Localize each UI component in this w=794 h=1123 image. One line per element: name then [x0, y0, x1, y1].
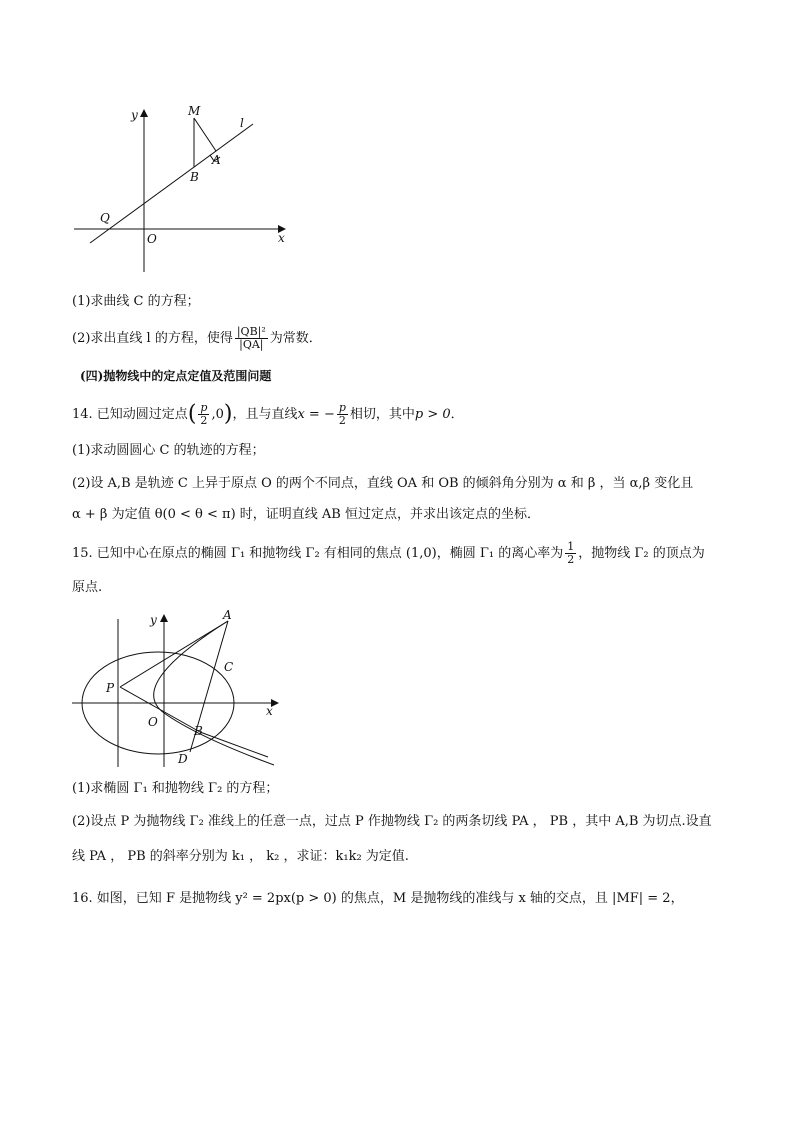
label-D: D — [178, 752, 188, 766]
q13-part1: (1)求曲线 C 的方程； — [72, 294, 200, 309]
label-M: M — [188, 104, 201, 118]
label-A: A — [212, 153, 221, 167]
label-x: x — [266, 704, 273, 718]
q15-part2-line1: (2)设点 P 为抛物线 Γ₂ 准线上的任意一点，过点 P 作抛物线 Γ₂ 的两条切线 PA ， PB ，其中 A,B 为切点.设直 — [72, 814, 712, 829]
label-B: B — [190, 170, 199, 184]
q14-point-tail: ,0 — [211, 407, 224, 422]
q15-stem-line2: 原点. — [72, 580, 103, 595]
label-O: O — [147, 232, 157, 246]
label-y: y — [131, 108, 138, 122]
label-B: B — [194, 724, 203, 738]
curve-tail — [200, 732, 268, 757]
label-P: P — [106, 681, 115, 695]
label-A: A — [223, 608, 232, 622]
parabola-gamma2 — [154, 621, 274, 765]
tangent-PB — [120, 687, 200, 732]
q14-point-num: p — [200, 401, 208, 414]
q15-frac-den: 2 — [567, 553, 575, 566]
q15-part2-line2: 线 PA ， PB 的斜率分别为 k₁ ， k₂ ，求证：k₁k₂ 为定值. — [72, 849, 409, 864]
q15-stem-b: ，抛物线 Γ₂ 的顶点为 — [578, 546, 705, 561]
q13-frac-den: |QA| — [239, 338, 264, 351]
q14-point-den: 2 — [200, 414, 208, 427]
label-O: O — [148, 715, 158, 729]
q14-eq-frac — [337, 402, 348, 427]
label-l: l — [240, 116, 244, 130]
q13-part2-post: 为常数． — [269, 331, 322, 346]
q14-stem-b: ，且与直线 — [232, 407, 298, 422]
q13-frac-num: |QB|² — [236, 325, 266, 338]
q13-fraction — [235, 326, 268, 351]
q15-part1: (1)求椭圆 Γ₁ 和抛物线 Γ₂ 的方程； — [72, 781, 279, 796]
figure-line-diagram — [70, 100, 300, 280]
q14-part2-line2: α + β 为定值 θ(0 < θ < π) 时，证明直线 AB 恒过定点，并求出该定点的坐标． — [72, 507, 540, 522]
figure-ellipse-parabola — [68, 607, 288, 772]
segment-MA — [194, 118, 216, 151]
q14-cond: p > 0 — [414, 407, 451, 422]
q14-eq-pre: x = − — [297, 407, 335, 422]
label-Q: Q — [100, 211, 110, 225]
label-y: y — [150, 613, 157, 627]
q14-stem-c: 相切，其中 — [349, 407, 415, 422]
q15-stem-a: 15. 已知中心在原点的椭圆 Γ₁ 和抛物线 Γ₂ 有相同的焦点 (1,0)，椭圆 Γ₁ 的离心率为 — [72, 546, 564, 561]
q14-eq-num: p — [338, 401, 346, 414]
q14-point-frac — [198, 402, 209, 427]
q14-part2-line1: (2)设 A,B 是轨迹 C 上异于原点 O 的两个不同点，直线 OA 和 OB 的倾斜角分别为 α 和 β ，当 α,β 变化且 — [72, 476, 694, 491]
section-heading: (四)抛物线中的定点定值及范围问题 — [80, 369, 272, 383]
q14-stem-a: 14. 已知动圆过定点 — [72, 407, 188, 422]
q16-stem: 16. 如图，已知 F 是抛物线 y² = 2px(p > 0) 的焦点，M 是抛物线的准线与 x 轴的交点，且 |MF| = 2， — [72, 891, 684, 906]
label-C: C — [224, 660, 234, 674]
q14-stem: 14. 已知动圆过定点( $\frac{p}{2}$ ,0)，且与直线x = − $\frac{p}{2}$ 相切，其中p > 0． — [72, 401, 464, 427]
q15-stem-line1 — [72, 541, 705, 566]
q14-part1: (1)求动圆圆心 C 的轨迹的方程； — [72, 443, 265, 458]
q14-stem-d: ． — [450, 407, 464, 422]
label-x: x — [278, 231, 285, 245]
q13-part2-pre: (2)求出直线 l 的方程，使得 — [72, 331, 233, 346]
q15-fraction — [565, 541, 576, 566]
q15-frac-num: 1 — [567, 540, 575, 553]
q13-part2 — [72, 326, 322, 351]
line-l — [90, 124, 253, 243]
q14-eq-den: 2 — [338, 414, 346, 427]
